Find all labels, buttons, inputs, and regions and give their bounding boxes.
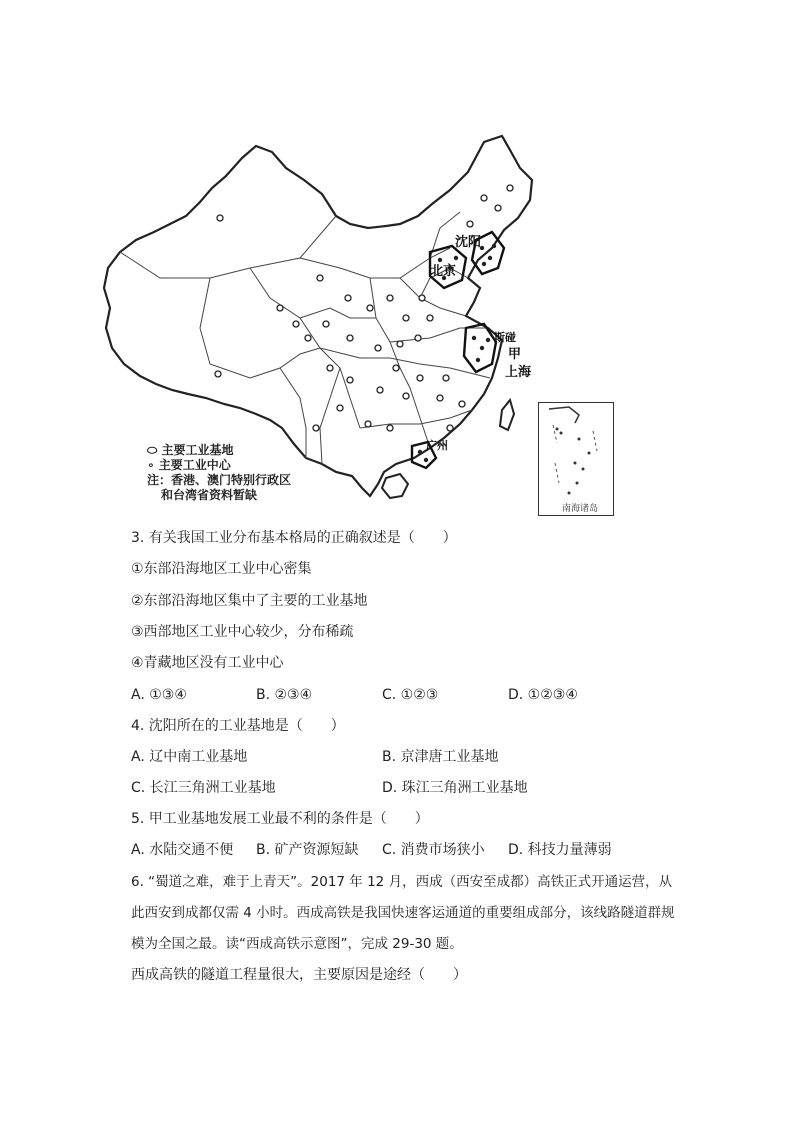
inset-drawing [539, 403, 613, 515]
q3-stem: 3. 有关我国工业分布基本格局的正确叙述是（ ） [131, 530, 457, 546]
q4-option-d[interactable]: D. 珠江三角洲工业基地 [382, 780, 528, 796]
map-label-guangzhou: 广州 [426, 439, 448, 452]
q3-option-d[interactable]: D. ①②③④ [508, 687, 578, 703]
q5-option-b[interactable]: B. 矿产资源短缺 [256, 842, 359, 858]
q3-option-b[interactable]: B. ②③④ [256, 687, 313, 703]
inset-label: 南海诸岛 [562, 504, 599, 514]
q6-line-2: 此西安到成都仅需 4 小时。西成高铁是我国快速客运通道的重要组成部分，该线路隧道群规 [131, 905, 675, 921]
legend-note-line1: 注：香港、澳门特别行政区 [147, 473, 292, 487]
q4-option-a[interactable]: A. 辽中南工业基地 [131, 749, 248, 765]
q3-item-1: ①东部沿海地区工业中心密集 [131, 561, 312, 577]
legend-base-text: 主要工业基地 [161, 443, 234, 457]
q6-line-3: 模为全国之最。读“西成高铁示意图”，完成 29-30 题。 [131, 936, 463, 952]
taiwan-island [500, 400, 514, 430]
legend-note-line2: 和台湾省资料暂缺 [161, 488, 258, 502]
q6-line-1: 6. “蜀道之难，难于上青天”。2017 年 12 月，西成（西安至成都）高铁正式开通运营，从 [131, 874, 673, 890]
hainan-island [382, 474, 408, 498]
q3-option-a[interactable]: A. ①③④ [131, 687, 187, 703]
q5-option-a[interactable]: A. 水陆交通不便 [131, 842, 234, 858]
map-label-shanghai: 上海 [505, 365, 532, 380]
map-label-beijing: 北京 [430, 264, 457, 279]
q3-item-2: ②东部沿海地区集中了主要的工业基地 [131, 593, 368, 609]
legend-center-row [147, 458, 291, 473]
legend-base-row [147, 443, 291, 458]
south-china-sea-inset [538, 402, 614, 516]
legend-base-icon: ⬭ [147, 443, 162, 457]
map-legend [147, 443, 291, 503]
q3-item-4: ④青藏地区没有工业中心 [131, 655, 284, 671]
map-label-faint: 斯碰 [494, 331, 516, 344]
legend-center-icon: ∘ [147, 458, 159, 472]
map-label-jia: 甲 [508, 347, 522, 362]
q3-item-3: ③西部地区工业中心较少，分布稀疏 [131, 624, 354, 640]
q5-option-c[interactable]: C. 消费市场狭小 [382, 842, 485, 858]
china-outline [104, 136, 532, 496]
q5-option-d[interactable]: D. 科技力量薄弱 [508, 842, 612, 858]
q5-stem: 5. 甲工业基地发展工业最不利的条件是（ ） [131, 811, 429, 827]
q6-line-4: 西成高铁的隧道工程量很大，主要原因是途经（ ） [131, 967, 467, 983]
q4-option-b[interactable]: B. 京津唐工业基地 [382, 749, 499, 765]
legend-center-text: 主要工业中心 [158, 458, 231, 472]
q4-option-c[interactable]: C. 长江三角洲工业基地 [131, 780, 276, 796]
map-label-shenyang: 沈阳 [455, 235, 482, 250]
q3-option-c[interactable]: C. ①②③ [382, 687, 439, 703]
q4-stem: 4. 沈阳所在的工业基地是（ ） [131, 718, 345, 734]
